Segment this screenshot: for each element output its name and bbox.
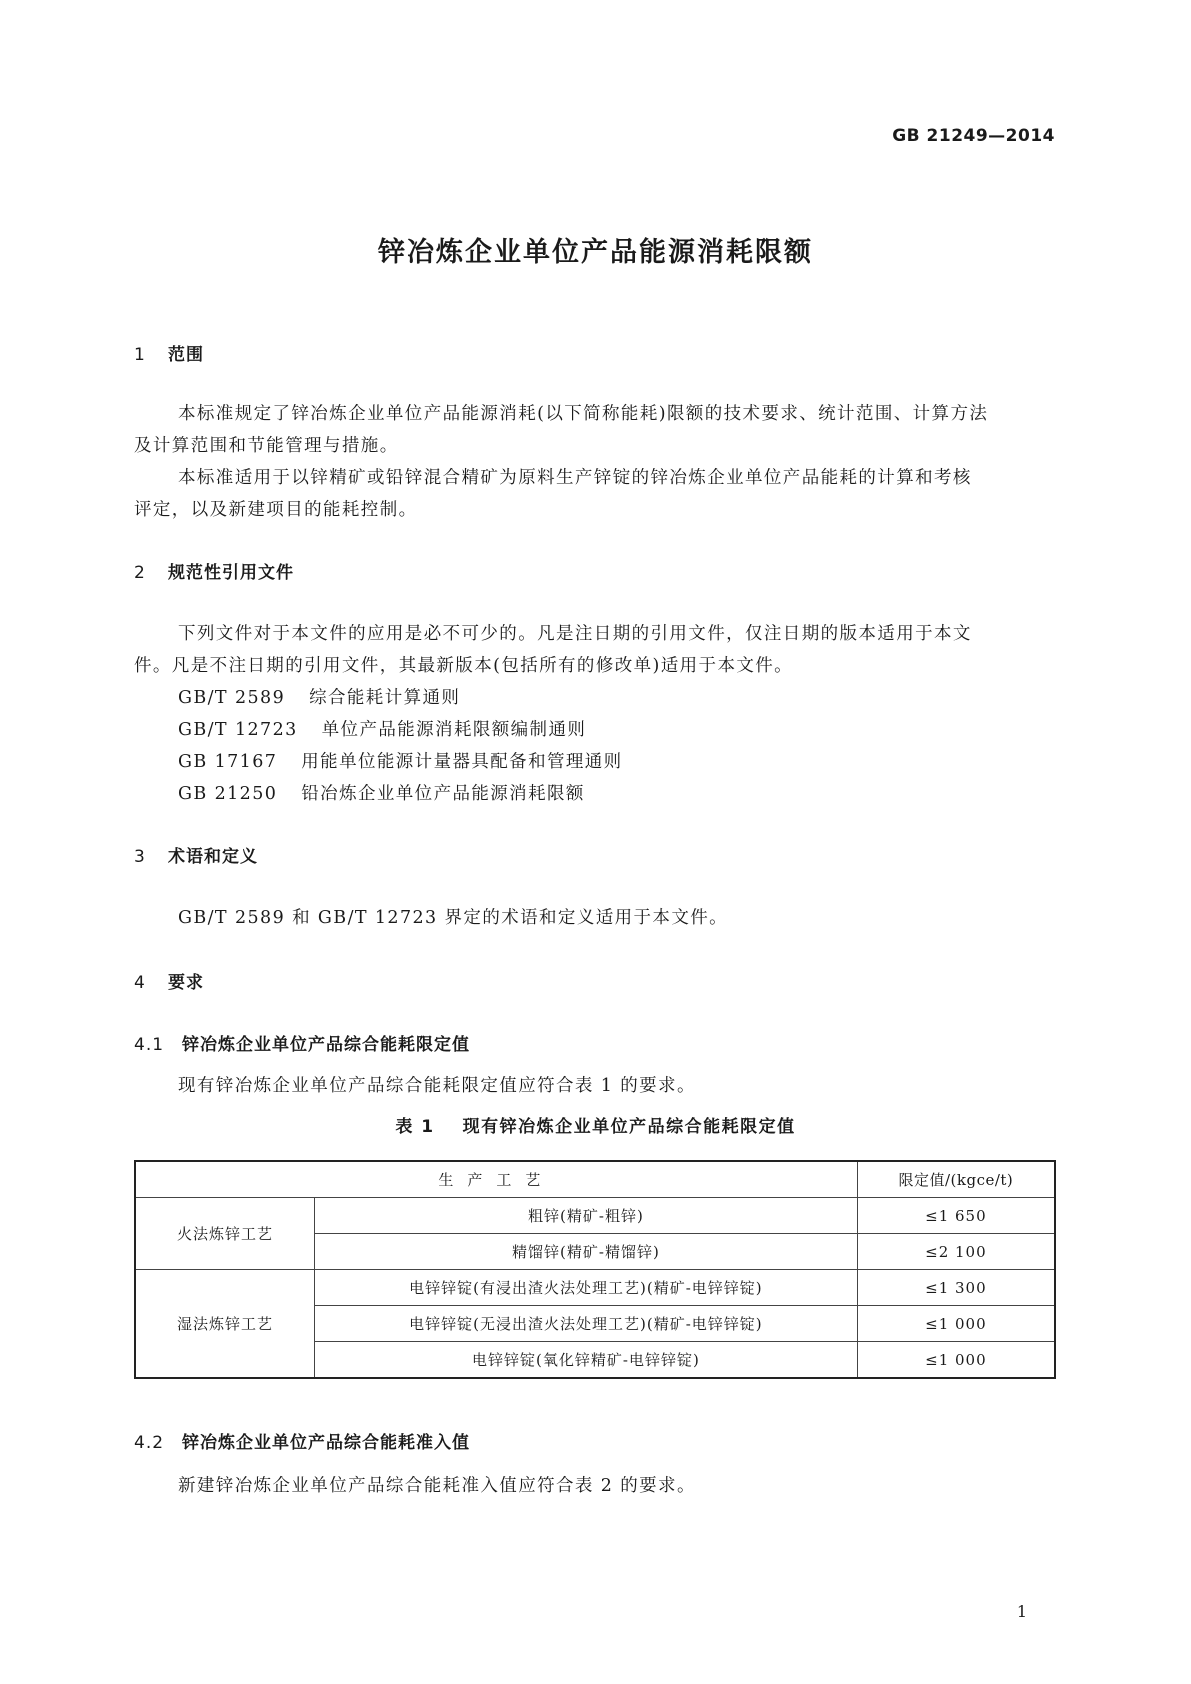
limit-cell: ≤1 000 [857, 1342, 1055, 1379]
section-4-heading [134, 968, 204, 993]
section-1-para2-line1: 本标准适用于以锌精矿或铅锌混合精矿为原料生产锌锭的锌冶炼企业单位产品能耗的计算和考核 [178, 468, 972, 488]
limit-cell: ≤1 650 [857, 1198, 1055, 1234]
section-1-para1-line1: 本标准规定了锌冶炼企业单位产品能源消耗(以下简称能耗)限额的技术要求、统计范围、计算方法 [178, 404, 989, 424]
section-title: 锌冶炼企业单位产品综合能耗限定值 [182, 1035, 470, 1055]
table-number: 表 1 [395, 1117, 435, 1137]
document-code: GB 21249—2014 [892, 126, 1055, 146]
section-4-1-para: 现有锌冶炼企业单位产品综合能耗限定值应符合表 1 的要求。 [178, 1076, 696, 1096]
group-name: 火法炼锌工艺 [135, 1198, 315, 1270]
section-4-2-para: 新建锌冶炼企业单位产品综合能耗准入值应符合表 2 的要求。 [178, 1476, 696, 1496]
section-1-para1-line2: 及计算范围和节能管理与措施。 [134, 436, 399, 456]
process-cell: 电锌锌锭(氧化锌精矿-电锌锌锭) [315, 1342, 858, 1379]
reference-code: GB 17167 [178, 752, 278, 772]
section-4-2-heading [134, 1428, 470, 1453]
header-limit: 限定值/(kgce/t) [857, 1161, 1055, 1198]
section-2-para-line2: 件。凡是不注日期的引用文件，其最新版本(包括所有的修改单)适用于本文件。 [134, 656, 794, 676]
reference-title: 铅冶炼企业单位产品能源消耗限额 [301, 784, 585, 804]
section-2-para-line1: 下列文件对于本文件的应用是必不可少的。凡是注日期的引用文件，仅注日期的版本适用于本文 [178, 624, 972, 644]
reference-title: 综合能耗计算通则 [309, 688, 461, 708]
section-number: 4 [134, 973, 146, 993]
section-title: 术语和定义 [168, 847, 258, 867]
table-title: 现有锌冶炼企业单位产品综合能耗限定值 [462, 1117, 796, 1137]
page-title: 锌冶炼企业单位产品能源消耗限额 [378, 237, 813, 268]
limit-cell: ≤1 000 [857, 1306, 1055, 1342]
page-number: 1 [1016, 1602, 1027, 1621]
header-process: 生产工艺 [135, 1161, 857, 1198]
table-header-row [135, 1161, 1055, 1198]
reference-item [178, 748, 623, 773]
limit-cell: ≤1 300 [857, 1270, 1055, 1306]
reference-title: 单位产品能源消耗限额编制通则 [321, 720, 587, 740]
process-cell: 电锌锌锭(有浸出渣火法处理工艺)(精矿-电锌锌锭) [315, 1270, 858, 1306]
energy-limit-table [134, 1160, 1056, 1379]
table-caption [0, 1112, 1191, 1137]
section-3-heading [134, 842, 258, 867]
process-cell: 精馏锌(精矿-精馏锌) [315, 1234, 858, 1270]
reference-code: GB 21250 [178, 784, 278, 804]
process-cell: 粗锌(精矿-粗锌) [315, 1198, 858, 1234]
table-row [135, 1270, 1055, 1306]
section-number: 2 [134, 563, 146, 583]
section-title: 范围 [168, 345, 204, 365]
limit-cell: ≤2 100 [857, 1234, 1055, 1270]
reference-code: GB/T 2589 [178, 688, 286, 708]
reference-item [178, 684, 460, 709]
reference-item [178, 780, 585, 805]
reference-title: 用能单位能源计量器具配备和管理通则 [301, 752, 623, 772]
section-3-para: GB/T 2589 和 GB/T 12723 界定的术语和定义适用于本文件。 [178, 908, 729, 928]
section-1-para2-line2: 评定，以及新建项目的能耗控制。 [134, 500, 418, 520]
section-number: 3 [134, 847, 146, 867]
reference-code: GB/T 12723 [178, 720, 298, 740]
section-2-heading [134, 558, 294, 583]
section-title: 要求 [168, 973, 204, 993]
section-title: 锌冶炼企业单位产品综合能耗准入值 [182, 1433, 470, 1453]
section-1-heading [134, 340, 204, 365]
section-4-1-heading [134, 1030, 470, 1055]
section-number: 1 [134, 345, 146, 365]
section-number: 4.2 [134, 1433, 165, 1453]
section-number: 4.1 [134, 1035, 165, 1055]
group-name: 湿法炼锌工艺 [135, 1270, 315, 1379]
reference-item [178, 716, 586, 741]
table-row [135, 1198, 1055, 1234]
section-title: 规范性引用文件 [168, 563, 294, 583]
process-cell: 电锌锌锭(无浸出渣火法处理工艺)(精矿-电锌锌锭) [315, 1306, 858, 1342]
